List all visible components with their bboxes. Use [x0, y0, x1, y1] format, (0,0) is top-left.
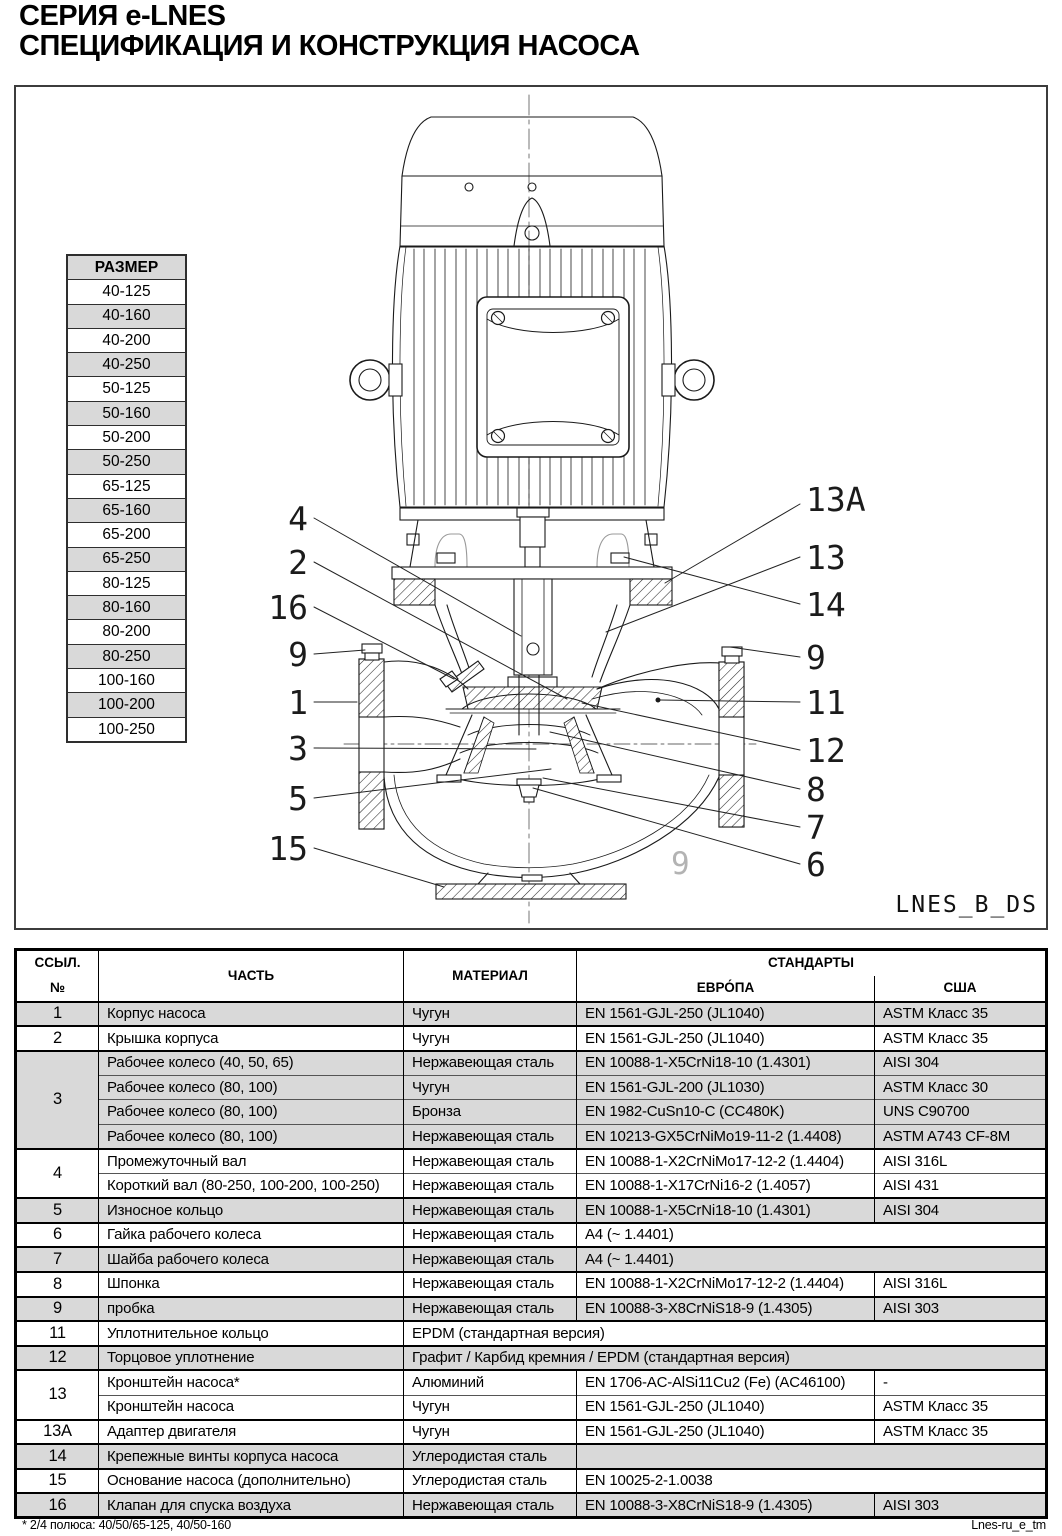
- europe-cell: EN 1561-GJL-250 (JL1040): [577, 1026, 875, 1051]
- material-cell: Нержавеющая сталь: [404, 1174, 577, 1199]
- part-cell: Крепежные винты корпуса насоса: [99, 1444, 404, 1469]
- callout-3: 3: [288, 729, 308, 768]
- parts-row: [16, 1075, 1047, 1100]
- part-cell: Адаптер двигателя: [99, 1420, 404, 1445]
- parts-row: [16, 1198, 1047, 1223]
- material-cell: Нержавеющая сталь: [404, 1223, 577, 1248]
- parts-row: [16, 1124, 1047, 1149]
- size-cell: 65-160: [67, 498, 186, 522]
- ref-cell: 16: [16, 1493, 99, 1518]
- ref-cell: 3: [16, 1051, 99, 1149]
- material-cell: Алюминий: [404, 1370, 577, 1395]
- callout-8: 8: [806, 770, 826, 809]
- ref-cell: 9: [16, 1297, 99, 1322]
- parts-row: [16, 1346, 1047, 1371]
- callout-6: 6: [806, 845, 826, 884]
- ref-cell: 8: [16, 1272, 99, 1297]
- europe-cell: EN 10088-1-X2CrNiMo17-12-2 (1.4404): [577, 1149, 875, 1174]
- part-cell: Рабочее колесо (80, 100): [99, 1075, 404, 1100]
- parts-row: [16, 1395, 1047, 1420]
- ref-cell: 13A: [16, 1420, 99, 1445]
- europe-cell: A4 (~ 1.4401): [577, 1223, 1047, 1248]
- parts-row: [16, 1444, 1047, 1469]
- usa-cell: ASTM A743 CF-8M: [875, 1124, 1047, 1149]
- parts-row: [16, 1272, 1047, 1297]
- size-cell: 80-160: [67, 596, 186, 620]
- europe-cell: EN 1982-CuSn10-C (CC480K): [577, 1100, 875, 1125]
- material-cell: Бронза: [404, 1100, 577, 1125]
- material-cell: Нержавеющая сталь: [404, 1051, 577, 1076]
- material-cell: Нержавеющая сталь: [404, 1198, 577, 1223]
- europe-cell: [577, 1444, 1047, 1469]
- material-cell: Графит / Карбид кремния / EPDM (стандартная версия): [404, 1346, 1047, 1371]
- parts-row: [16, 1420, 1047, 1445]
- material-cell: Нержавеющая сталь: [404, 1149, 577, 1174]
- ref-cell: 4: [16, 1149, 99, 1198]
- part-cell: Рабочее колесо (80, 100): [99, 1124, 404, 1149]
- ref-cell: 11: [16, 1321, 99, 1346]
- callout-5: 5: [288, 779, 308, 818]
- parts-row: [16, 1149, 1047, 1174]
- usa-cell: ASTM Класс 35: [875, 1002, 1047, 1027]
- header-ref-2: №: [16, 976, 99, 1002]
- usa-cell: AISI 431: [875, 1174, 1047, 1199]
- callout-1: 1: [288, 683, 308, 722]
- material-cell: Нержавеющая сталь: [404, 1297, 577, 1322]
- europe-cell: EN 1561-GJL-250 (JL1040): [577, 1420, 875, 1445]
- europe-cell: EN 10025-2-1.0038: [577, 1469, 1047, 1494]
- size-cell: 50-250: [67, 450, 186, 474]
- size-cell: 40-160: [67, 304, 186, 328]
- usa-cell: AISI 316L: [875, 1149, 1047, 1174]
- part-cell: Короткий вал (80-250, 100-200, 100-250): [99, 1174, 404, 1199]
- size-cell: 50-200: [67, 426, 186, 450]
- size-cell: 50-125: [67, 377, 186, 401]
- usa-cell: ASTM Класс 30: [875, 1075, 1047, 1100]
- material-cell: EPDM (стандартная версия): [404, 1321, 1047, 1346]
- callout-15: 15: [268, 829, 308, 868]
- material-cell: Углеродистая сталь: [404, 1444, 577, 1469]
- spec-title: СПЕЦИФИКАЦИЯ И КОНСТРУКЦИЯ НАСОСА: [19, 30, 640, 62]
- size-cell: 40-250: [67, 353, 186, 377]
- callout-12: 12: [806, 731, 846, 770]
- size-cell: 100-160: [67, 669, 186, 693]
- size-cell: 40-125: [67, 280, 186, 304]
- part-cell: Шайба рабочего колеса: [99, 1247, 404, 1272]
- parts-row: [16, 1002, 1047, 1027]
- callout-13a: 13A: [806, 480, 866, 519]
- page-title: [19, 1, 640, 61]
- part-cell: Торцовое уплотнение: [99, 1346, 404, 1371]
- ref-cell: 2: [16, 1026, 99, 1051]
- callout-4: 4: [288, 499, 308, 538]
- size-cell: 80-250: [67, 644, 186, 668]
- europe-cell: EN 10088-1-X2CrNiMo17-12-2 (1.4404): [577, 1272, 875, 1297]
- usa-cell: ASTM Класс 35: [875, 1026, 1047, 1051]
- header-usa: США: [875, 976, 1047, 1002]
- callout-16: 16: [268, 588, 308, 627]
- usa-cell: UNS C90700: [875, 1100, 1047, 1125]
- europe-cell: EN 10088-1-X5CrNi18-10 (1.4301): [577, 1198, 875, 1223]
- size-cell: 100-200: [67, 693, 186, 717]
- callout-9-right: 9: [806, 638, 826, 677]
- callout-2: 2: [288, 543, 308, 582]
- ref-cell: 13: [16, 1370, 99, 1419]
- terminal-box-plate: [477, 297, 629, 457]
- parts-table: [14, 948, 1048, 1519]
- usa-cell: ASTM Класс 35: [875, 1395, 1047, 1420]
- material-cell: Чугун: [404, 1026, 577, 1051]
- part-cell: Гайка рабочего колеса: [99, 1223, 404, 1248]
- usa-cell: ASTM Класс 35: [875, 1420, 1047, 1445]
- size-table-header: РАЗМЕР: [67, 255, 186, 280]
- material-cell: Чугун: [404, 1420, 577, 1445]
- material-cell: Нержавеющая сталь: [404, 1493, 577, 1518]
- pump-base: [436, 873, 626, 899]
- part-cell: Основание насоса (дополнительно): [99, 1469, 404, 1494]
- part-cell: Кронштейн насоса: [99, 1395, 404, 1420]
- usa-cell: AISI 303: [875, 1493, 1047, 1518]
- ref-cell: 1: [16, 1002, 99, 1027]
- parts-row: [16, 1321, 1047, 1346]
- size-cell: 65-250: [67, 547, 186, 571]
- material-cell: Чугун: [404, 1395, 577, 1420]
- europe-cell: EN 1561-GJL-250 (JL1040): [577, 1395, 875, 1420]
- part-cell: Уплотнительное кольцо: [99, 1321, 404, 1346]
- size-cell: 65-125: [67, 474, 186, 498]
- ref-cell: 15: [16, 1469, 99, 1494]
- header-standards: СТАНДАРТЫ: [577, 950, 1047, 976]
- europe-cell: A4 (~ 1.4401): [577, 1247, 1047, 1272]
- part-cell: Клапан для спуска воздуха: [99, 1493, 404, 1518]
- parts-row: [16, 1247, 1047, 1272]
- usa-cell: AISI 304: [875, 1051, 1047, 1076]
- callout-14: 14: [806, 585, 846, 624]
- europe-cell: EN 10088-1-X5CrNi18-10 (1.4301): [577, 1051, 875, 1076]
- material-cell: Чугун: [404, 1075, 577, 1100]
- header-europe: ЕВРО́ПА: [577, 976, 875, 1002]
- footnote: * 2/4 полюса: 40/50/65-125, 40/50-160: [22, 1518, 231, 1532]
- part-cell: Шпонка: [99, 1272, 404, 1297]
- callout-9-left: 9: [288, 635, 308, 674]
- material-cell: Нержавеющая сталь: [404, 1247, 577, 1272]
- motor-fan-cover: [400, 117, 664, 246]
- material-cell: Чугун: [404, 1002, 577, 1027]
- part-cell: Промежуточный вал: [99, 1149, 404, 1174]
- header-material: МАТЕРИАЛ: [404, 950, 577, 1002]
- part-cell: Износное кольцо: [99, 1198, 404, 1223]
- document-code: Lnes-ru_e_tm: [971, 1518, 1046, 1532]
- parts-row: [16, 1100, 1047, 1125]
- callout-numbers: [268, 480, 865, 884]
- usa-cell: -: [875, 1370, 1047, 1395]
- size-cell: 40-200: [67, 328, 186, 352]
- parts-row: [16, 1469, 1047, 1494]
- usa-cell: AISI 303: [875, 1297, 1047, 1322]
- part-cell: Крышка корпуса: [99, 1026, 404, 1051]
- ref-cell: 12: [16, 1346, 99, 1371]
- europe-cell: EN 10088-3-X8CrNiS18-9 (1.4305): [577, 1493, 875, 1518]
- parts-row: [16, 1297, 1047, 1322]
- europe-cell: EN 1706-AC-AlSi11Cu2 (Fe) (AC46100): [577, 1370, 875, 1395]
- size-cell: 50-160: [67, 401, 186, 425]
- europe-cell: EN 10088-3-X8CrNiS18-9 (1.4305): [577, 1297, 875, 1322]
- europe-cell: EN 10088-1-X17CrNi16-2 (1.4057): [577, 1174, 875, 1199]
- europe-cell: EN 1561-GJL-200 (JL1030): [577, 1075, 875, 1100]
- usa-cell: AISI 304: [875, 1198, 1047, 1223]
- size-cell: 100-250: [67, 717, 186, 742]
- size-table: [66, 254, 187, 743]
- ref-cell: 5: [16, 1198, 99, 1223]
- callout-11: 11: [806, 683, 846, 722]
- drawing-code-label: LNES_B_DS: [895, 892, 1038, 918]
- ref-cell: 6: [16, 1223, 99, 1248]
- pump-bracket: [435, 579, 630, 682]
- part-cell: пробка: [99, 1297, 404, 1322]
- header-ref-1: ССЫЛ.: [16, 950, 99, 976]
- drawing-frame: [14, 85, 1048, 930]
- part-cell: Рабочее колесо (80, 100): [99, 1100, 404, 1125]
- series-title: СЕРИЯ e-LNES: [19, 0, 226, 32]
- material-cell: Нержавеющая сталь: [404, 1272, 577, 1297]
- europe-cell: EN 10213-GX5CrNiMo19-11-2 (1.4408): [577, 1124, 875, 1149]
- part-cell: Корпус насоса: [99, 1002, 404, 1027]
- size-cell: 80-200: [67, 620, 186, 644]
- header-part: ЧАСТЬ: [99, 950, 404, 1002]
- europe-cell: EN 1561-GJL-250 (JL1040): [577, 1002, 875, 1027]
- size-cell: 80-125: [67, 571, 186, 595]
- parts-row: [16, 1493, 1047, 1518]
- parts-row: [16, 1223, 1047, 1248]
- parts-row: [16, 1026, 1047, 1051]
- size-cell: 65-200: [67, 523, 186, 547]
- callout-13: 13: [806, 538, 846, 577]
- part-cell: Рабочее колесо (40, 50, 65): [99, 1051, 404, 1076]
- ref-cell: 7: [16, 1247, 99, 1272]
- material-cell: Углеродистая сталь: [404, 1469, 577, 1494]
- parts-row: [16, 1174, 1047, 1199]
- part-cell: Кронштейн насоса*: [99, 1370, 404, 1395]
- parts-row: [16, 1051, 1047, 1076]
- ref-cell: 14: [16, 1444, 99, 1469]
- usa-cell: AISI 316L: [875, 1272, 1047, 1297]
- callout-9-ghost: 9: [671, 846, 690, 882]
- material-cell: Нержавеющая сталь: [404, 1124, 577, 1149]
- parts-row: [16, 1370, 1047, 1395]
- callout-7: 7: [806, 808, 826, 847]
